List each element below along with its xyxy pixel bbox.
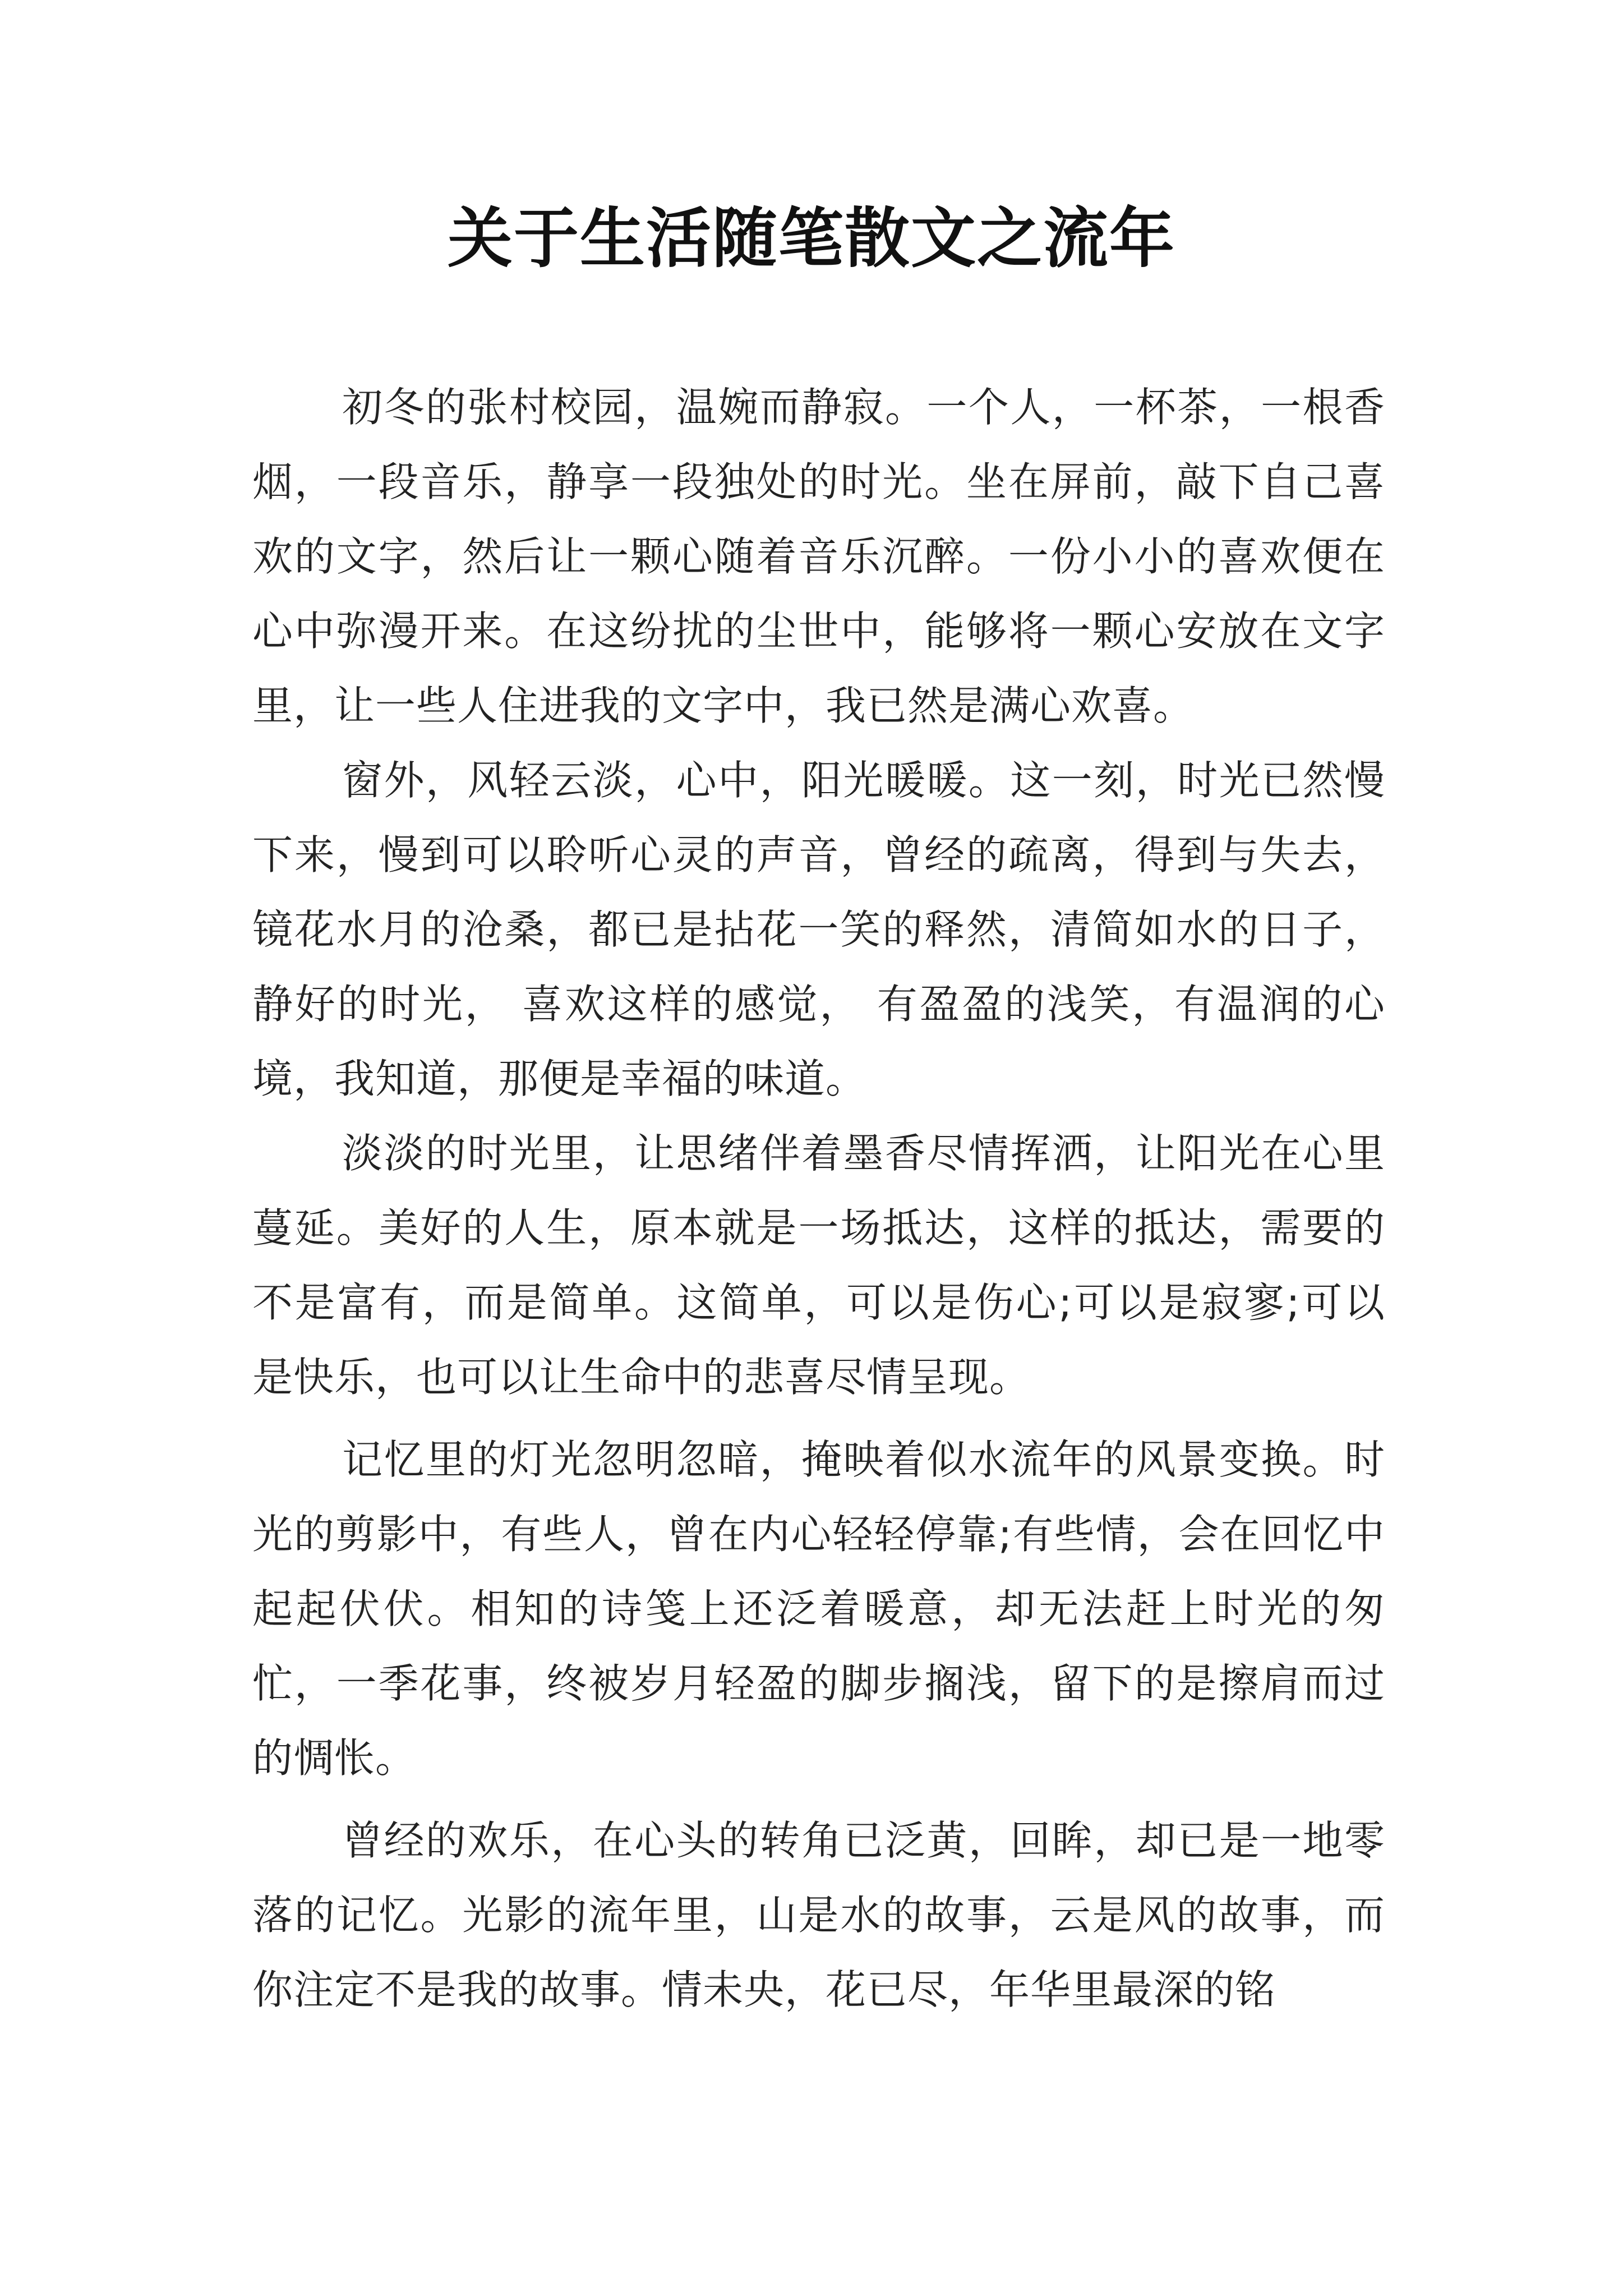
paragraph-1: 初冬的张村校园，温婉而静寂。一个人，一杯茶，一根香烟，一段音乐，静享一段独处的时光。坐在屏前，敲下自己喜欢的文字，然后让一颗心随着音乐沉醉。一份小小的喜欢便在心中弥漫开来。在这纷扰的尘世中，能够将一颗心安放在文字里，让一些人住进我的文字中，我已然是满心欢喜。 <box>252 384 1385 729</box>
document-title: 关于生活随笔散文之流年 <box>448 200 1175 277</box>
paragraph-3: 淡淡的时光里，让思绪伴着墨香尽情挥洒，让阳光在心里蔓延。美好的人生，原本就是一场抵达，这样的抵达，需要的不是富有，而是简单。这简单，可以是伤心;可以是寂寥;可以是快乐，也可以让生命中的悲喜尽情呈现。 <box>252 1130 1385 1401</box>
paragraph-5: 曾经的欢乐，在心头的转角已泛黄，回眸，却已是一地零落的记忆。光影的流年里，山是水的故事，云是风的故事，而你注定不是我的故事。情未央，花已尽，年华里最深的铭 <box>252 1817 1385 2013</box>
paragraph-4: 记忆里的灯光忽明忽暗，掩映着似水流年的风景变换。时光的剪影中，有些人，曾在内心轻轻停靠;有些情，会在回忆中起起伏伏。相知的诗笺上还泛着暖意，却无法赶上时光的匆忙，一季花事，终被岁月轻盈的脚步搁浅，留下的是擦肩而过的惆怅。 <box>252 1436 1385 1782</box>
document-body <box>252 370 1385 2027</box>
paragraph-2: 窗外，风轻云淡，心中，阳光暖暖。这一刻，时光已然慢下来，慢到可以聆听心灵的声音，曾经的疏离，得到与失去，镜花水月的沧桑，都已是拈花一笑的释然，清简如水的日子，静好的时光， 喜欢这样的感觉， 有盈盈的浅笑，有温润的心境，我知道，那便是幸福的味道。 <box>252 757 1385 1102</box>
